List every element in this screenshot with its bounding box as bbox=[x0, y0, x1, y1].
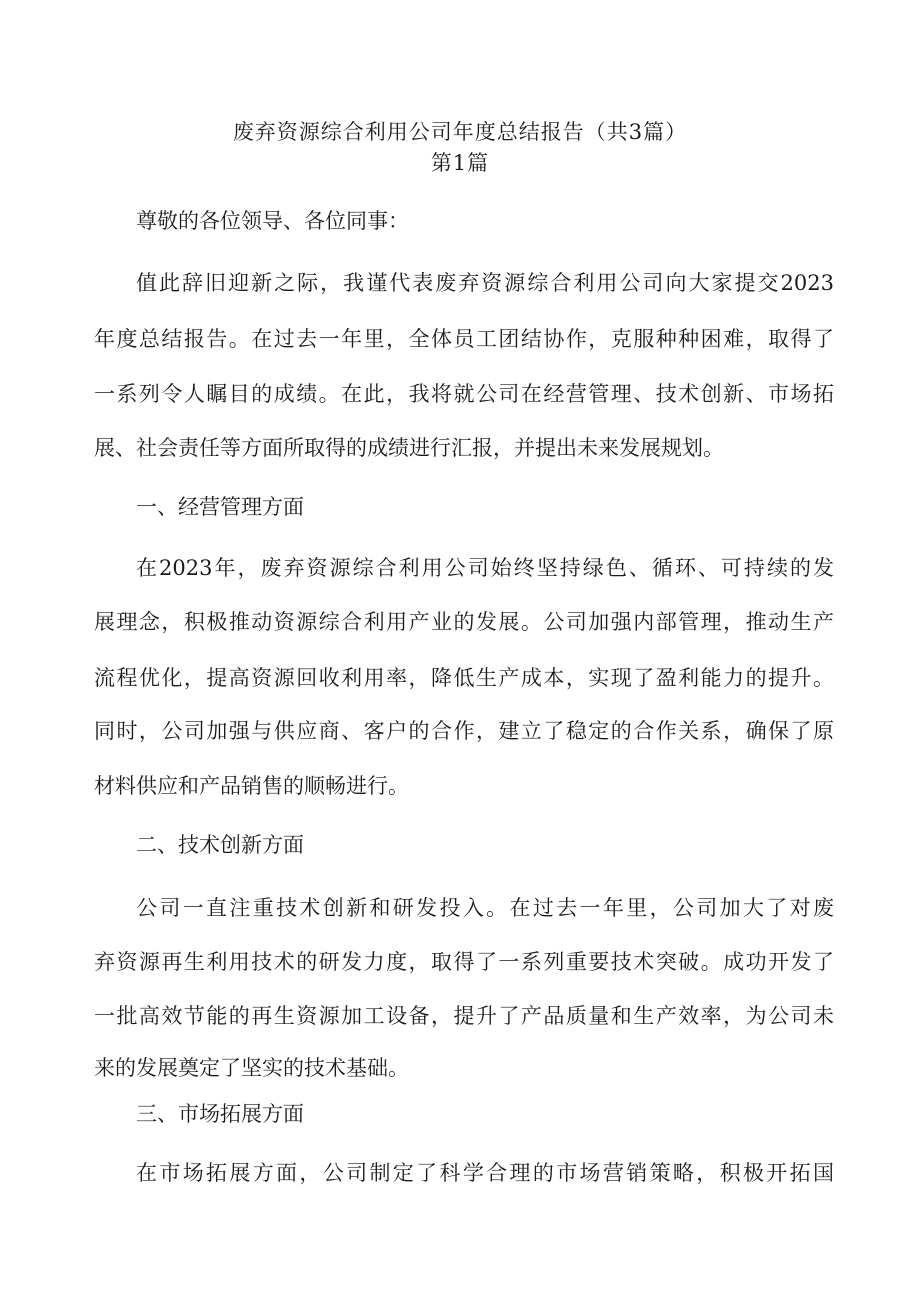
section-heading: 三、市场拓展方面 bbox=[136, 1102, 304, 1126]
paragraph-line: 同时，公司加强与供应商、客户的合作，建立了稳定的合作关系，确保了原 bbox=[94, 719, 834, 743]
section-heading: 一、经营管理方面 bbox=[136, 495, 304, 519]
paragraph-line: 来的发展奠定了坚实的技术基础。 bbox=[94, 1056, 409, 1080]
paragraph-line: 流程优化，提高资源回收利用率，降低生产成本，实现了盈利能力的提升。 bbox=[94, 666, 834, 690]
intro-line: 展、社会责任等方面所取得的成绩进行汇报，并提出未来发展规划。 bbox=[94, 436, 724, 460]
paragraph-line: 弃资源再生利用技术的研发力度，取得了一系列重要技术突破。成功开发了 bbox=[94, 950, 834, 974]
paragraph-line: 公司一直注重技术创新和研发投入。在过去一年里，公司加大了对废 bbox=[136, 896, 834, 920]
document-title: 废弃资源综合利用公司年度总结报告（共3篇） bbox=[232, 120, 688, 144]
greeting: 尊敬的各位领导、各位同事： bbox=[136, 209, 409, 233]
paragraph-line: 材料供应和产品销售的顺畅进行。 bbox=[94, 774, 409, 798]
intro-line: 年度总结报告。在过去一年里，全体员工团结协作，克服种种困难，取得了 bbox=[94, 327, 834, 351]
paragraph-line: 展理念，积极推动资源综合利用产业的发展。公司加强内部管理，推动生产 bbox=[94, 610, 834, 634]
intro-line: 值此辞旧迎新之际，我谨代表废弃资源综合利用公司向大家提交2023 bbox=[136, 271, 834, 295]
document-subtitle: 第1篇 bbox=[430, 151, 490, 175]
intro-line: 一系列令人瞩目的成绩。在此，我将就公司在经营管理、技术创新、市场拓 bbox=[94, 382, 834, 406]
paragraph-line: 一批高效节能的再生资源加工设备，提升了产品质量和生产效率，为公司未 bbox=[94, 1004, 834, 1028]
paragraph-line: 在2023年，废弃资源综合利用公司始终坚持绿色、循环、可持续的发 bbox=[136, 556, 834, 580]
paragraph-line: 在市场拓展方面，公司制定了科学合理的市场营销策略，积极开拓国 bbox=[136, 1161, 834, 1185]
section-heading: 二、技术创新方面 bbox=[136, 833, 304, 857]
